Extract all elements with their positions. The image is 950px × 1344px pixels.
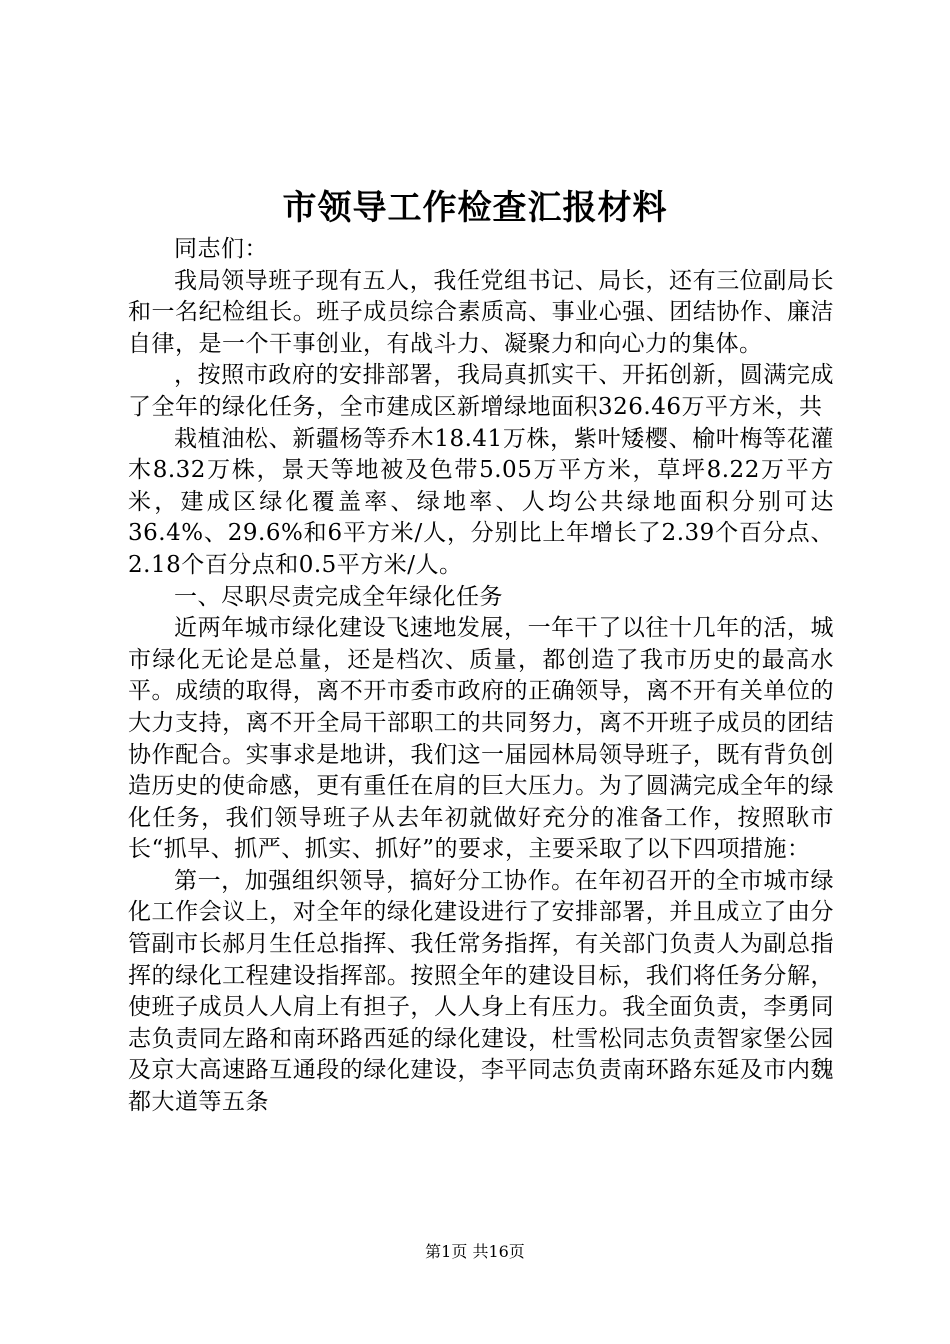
paragraph: 近两年城市绿化建设飞速地发展，一年干了以往十几年的活，城市绿化无论是总量，还是档次、质量，都创造了我市历史的最高水平。成绩的取得，离不开市委市政府的正确领导，离不开有关单位的大力支持，离不开全局干部职工的共同努力，离不开班子成员的团结协作配合。实事求是地讲，我们这一届园林局领导班子，既有背负创造历史的使命感，更有重任在肩的巨大压力。为了圆满完成全年的绿化任务，我们领导班子从去年初就做好充分的准备工作，按照耿市长“抓早、抓严、抓实、抓好”的要求，主要采取了以下四项措施： [128, 615, 834, 863]
document-body [128, 234, 834, 1119]
paragraph: 我局领导班子现有五人，我任党组书记、局长，还有三位副局长和一名纪检组长。班子成员综合素质高、事业心强、团结协作、廉洁自律，是一个干事创业，有战斗力、凝聚力和向心力的集体。 [128, 267, 834, 357]
document-title: 市领导工作检查汇报材料 [282, 188, 668, 228]
paragraph: 栽植油松、新疆杨等乔木18.41万株，紫叶矮樱、榆叶梅等花灌木8.32万株，景天等地被及色带5.05万平方米，草坪8.22万平方米，建成区绿化覆盖率、绿地率、人均公共绿地面积分别可达36.4%、29.6%和6平方米/人，分别比上年增长了2.39个百分点、2.18个百分点和0.5平方米/人。 [128, 425, 834, 578]
paragraph-salutation: 同志们： [174, 236, 268, 262]
section-heading: 一、尽职尽责完成全年绿化任务 [174, 583, 503, 610]
page-number-footer: 第1页 共16页 [425, 1242, 525, 1261]
paragraph: ，按照市政府的安排部署，我局真抓实干、开拓创新，圆满完成了全年的绿化任务，全市建成区新增绿地面积326.46万平方米，共 [128, 362, 834, 420]
paragraph: 第一，加强组织领导，搞好分工协作。在年初召开的全市城市绿化工作会议上，对全年的绿化建设进行了安排部署，并且成立了由分管副市长郝月生任总指挥、我任常务指挥，有关部门负责人为副总指挥的绿化工程建设指挥部。按照全年的建设目标，我们将任务分解，使班子成员人人肩上有担子，人人身上有压力。我全面负责，李勇同志负责同左路和南环路西延的绿化建设，杜雪松同志负责智家堡公园及京大高速路互通段的绿化建设，李平同志负责南环路东延及市内魏都大道等五条 [128, 867, 834, 1116]
